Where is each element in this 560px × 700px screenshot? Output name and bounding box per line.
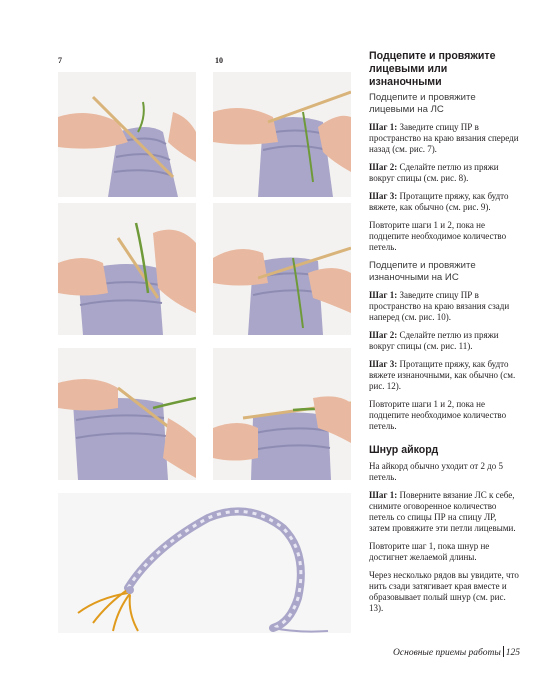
purl-step-1: [369, 290, 519, 323]
step-text: Протащите пряжу, как будто вяжете изнаночными, как обычно (см. рис. 12).: [369, 359, 516, 391]
page-footer: [393, 646, 520, 658]
page-number: 125: [505, 648, 520, 658]
purl-step-2: [369, 330, 519, 352]
step-label: Шаг 1:: [369, 122, 398, 132]
step-text: Заведите спицу ПР в пространство на краю вязания спереди назад (см. рис. 7).: [369, 122, 519, 154]
section-heading-pick-up: Подцепите и провяжите лицевыми или изнаночными: [369, 50, 496, 88]
i-cord-step-1: [369, 490, 519, 534]
subheading-knit-rs: Подцепите и провяжите лицевыми на ЛС: [369, 92, 476, 115]
step-label: Шаг 1:: [369, 490, 398, 500]
step-text: Заведите спицу ПР в пространство на краю вязания сзади наперед (см. рис. 10).: [369, 290, 510, 322]
subheading-purl-ws: Подцепите и провяжите изнаночными на ИС: [369, 260, 476, 283]
i-cord-intro: На айкорд обычно уходит от 2 до 5 петель.: [369, 461, 504, 482]
figure-number-10: 10: [215, 56, 223, 65]
purl-repeat-note: Повторите шаги 1 и 2, пока не подцепите необходимое количество петель.: [369, 399, 507, 431]
knit-repeat-note: Повторите шаги 1 и 2, пока не подцепите необходимое количество петель.: [369, 220, 507, 252]
photo-figure-13: [58, 493, 351, 633]
photo-figure-12: [213, 348, 351, 480]
footer-section-title: Основные приемы работы: [393, 648, 501, 658]
i-cord-repeat-note: Повторите шаг 1, пока шнур не достигнет желаемой длины.: [369, 541, 490, 562]
step-text: Протащите пряжу, как будто вяжете, как обычно (см. рис. 9).: [369, 191, 509, 212]
photo-figure-8: [58, 203, 196, 335]
instructions-column: [369, 50, 519, 621]
photo-figure-7: [58, 72, 196, 197]
step-label: Шаг 1:: [369, 290, 398, 300]
step-text: Сделайте петлю из пряжи вокруг спицы (см. рис. 11).: [369, 330, 499, 351]
purl-step-3: [369, 359, 519, 392]
step-label: Шаг 3:: [369, 191, 398, 201]
knit-step-2: [369, 162, 519, 184]
step-text: Поверните вязание ЛС к себе, снимите оговоренное количество петель со спицы ПР на спицу ЛР, затем провяжите эти петли лицевыми.: [369, 490, 516, 533]
step-text: Сделайте петлю из пряжи вокруг спицы (см. рис. 8).: [369, 162, 499, 183]
footer-divider: [503, 646, 504, 657]
photo-figure-10: [213, 72, 351, 197]
i-cord-result-note: Через несколько рядов вы увидите, что нить сзади затягивает края вместе и образовывает полый шнур (см. рис. 13).: [369, 570, 519, 613]
figure-number-7: 7: [58, 56, 62, 65]
step-label: Шаг 3:: [369, 359, 398, 369]
step-label: Шаг 2:: [369, 162, 398, 172]
photo-figure-9: [58, 348, 196, 480]
knit-step-3: [369, 191, 519, 213]
knit-step-1: [369, 122, 519, 155]
photo-figure-11: [213, 203, 351, 335]
step-label: Шаг 2:: [369, 330, 398, 340]
section-heading-i-cord: Шнур айкорд: [369, 444, 439, 456]
